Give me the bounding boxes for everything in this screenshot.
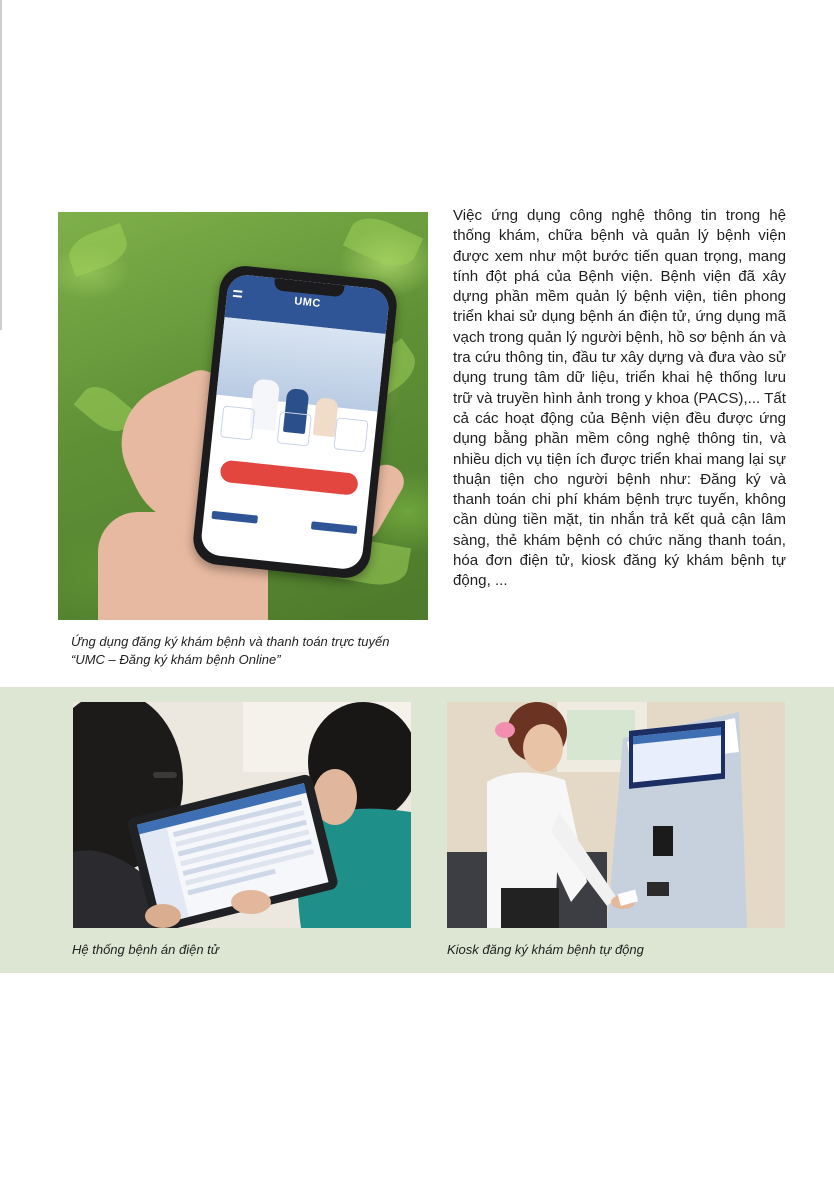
tablet-scene: [73, 702, 411, 928]
umc-app-shortcuts: [219, 405, 368, 460]
kiosk-scene: [447, 702, 785, 928]
umc-app-logo: UMC: [293, 295, 322, 311]
phone-caption-line-1: Ứng dụng đăng ký khám bệnh và thanh toán trực tuyến: [71, 634, 390, 649]
phone-caption-line-2: “UMC – Đăng ký khám bệnh Online”: [71, 651, 281, 667]
photo-electronic-medical-record-tablet: [73, 702, 411, 928]
smartphone: [191, 264, 399, 581]
umc-app-screen: [200, 273, 391, 570]
article-paragraph: Việc ứng dụng công nghệ thông tin trong hệ thống khám, chữa bệnh và quản lý bệnh viện được xem như một bước tiến quan trọng, mang tính đột phá của Bệnh viện. Bệnh viện đã xây dựng phần mềm quản lý bệnh viện, tiên phong triển khai sử dụng bệnh án điện tử, ứng dụng mã vạch trong quản lý người bệnh, hồ sơ bệnh án và tra cứu thông tin, đầu tư xây dựng và đưa vào sử dụng trung tâm dữ liệu, triển khai hệ thống lưu trữ và truyền hình ảnh trong y khoa (PACS),... Tất cả các hoạt động của Bệnh viện đều được ứng dụng bằng phần mềm công nghệ thông tin, và nhiều dịch vụ tiện ích được triển khai mang lại sự thuận tiện cho người bệnh như: Đăng ký và thanh toán chi phí khám bệnh trực tuyến, không cần dùng tiền mặt, tin nhắn trả kết quả cận lâm sàng, thẻ khám bệnh có chức năng thanh toán, hóa đơn điện tử, kiosk đăng ký khám bệnh tự động, ...: [453, 207, 786, 590]
photo-umc-app-on-phone: [58, 212, 428, 620]
photo-self-service-kiosk: [447, 702, 785, 928]
kiosk-figure-caption: Kiosk đăng ký khám bệnh tự động: [447, 942, 644, 957]
phone-figure-caption: [71, 633, 431, 668]
umc-app-banner: [216, 317, 385, 412]
umc-app-register-button: [219, 460, 359, 496]
umc-app-hotlines: [211, 499, 359, 540]
page-edge-mark: [0, 0, 2, 330]
tablet-figure-caption: Hệ thống bệnh án điện tử: [72, 942, 220, 957]
